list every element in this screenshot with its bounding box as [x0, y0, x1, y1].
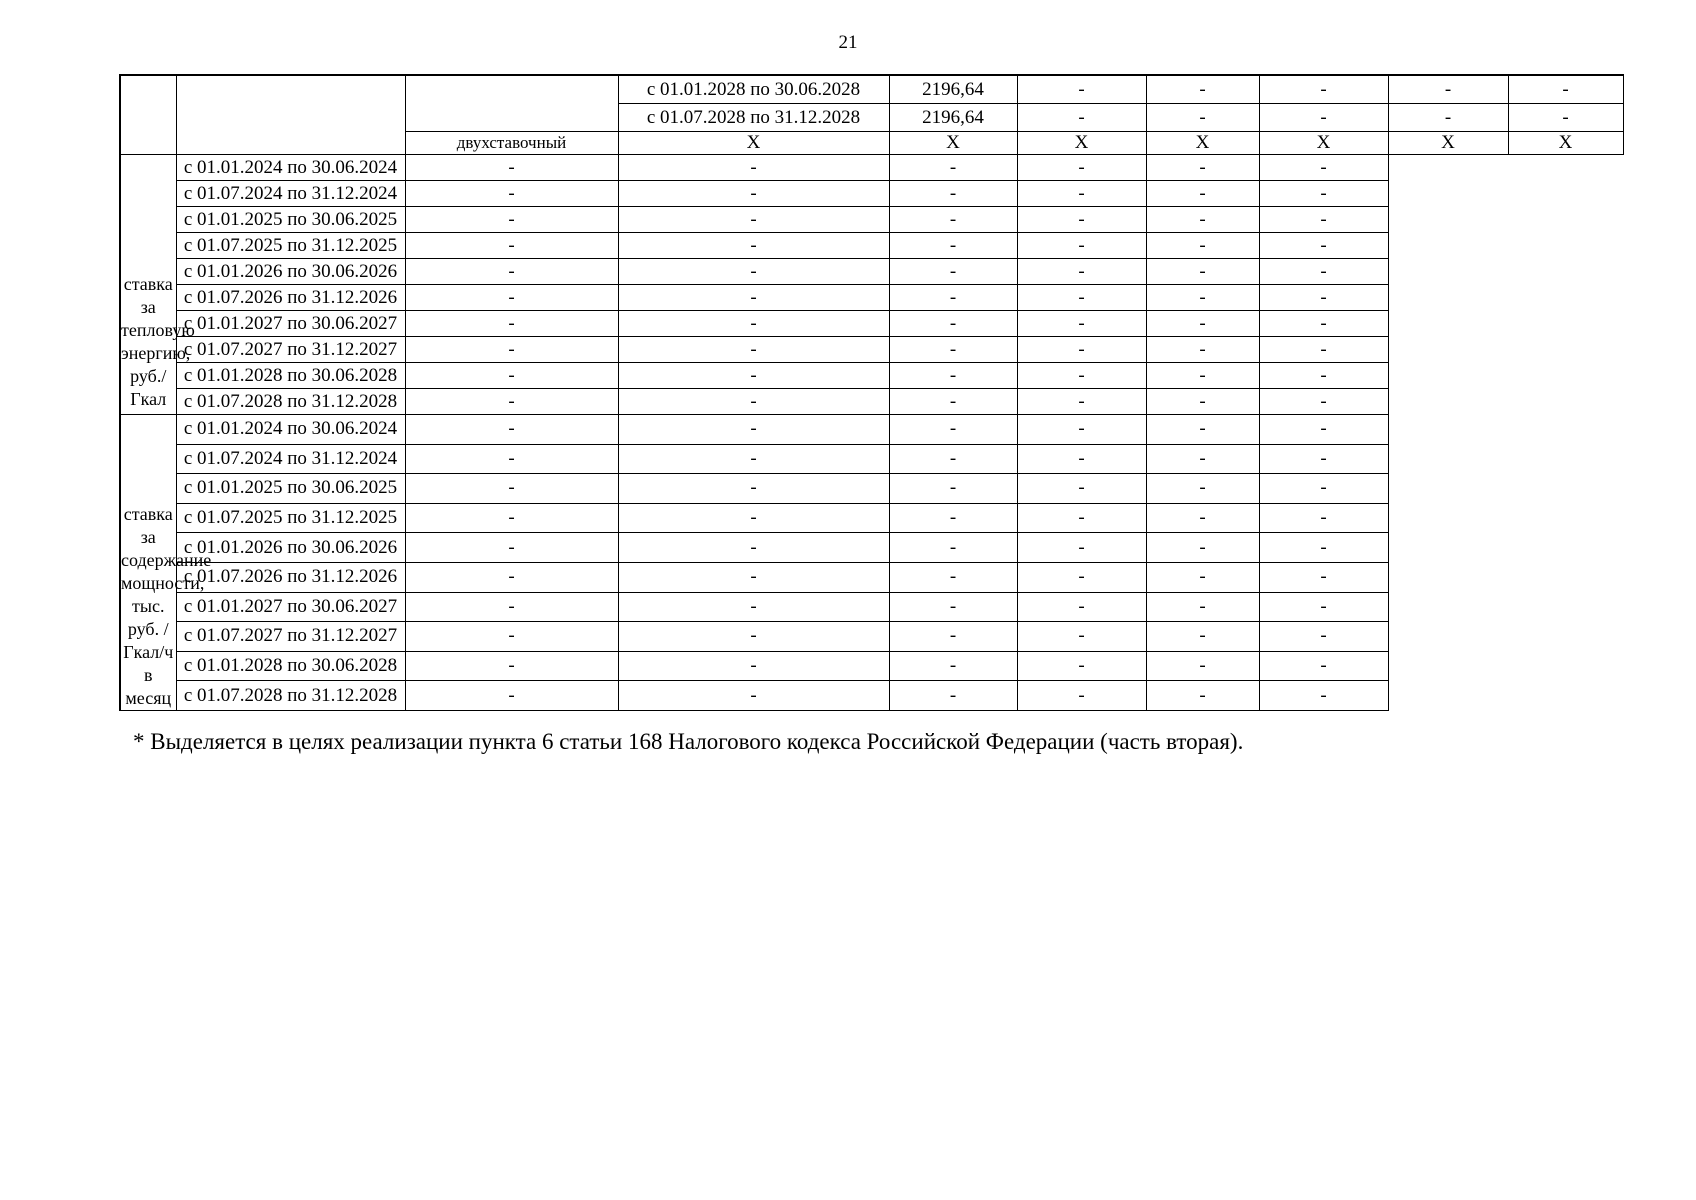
- table-row: [120, 259, 1623, 285]
- value-cell: -: [1146, 311, 1259, 337]
- value-cell: -: [1017, 389, 1146, 415]
- value-cell: -: [889, 415, 1017, 445]
- value-cell: -: [889, 181, 1017, 207]
- value-cell: -: [1017, 75, 1146, 104]
- value-cell: -: [1508, 75, 1623, 104]
- value-cell: -: [405, 503, 618, 533]
- value-cell: -: [1146, 562, 1259, 592]
- period-cell: с 01.07.2025 по 31.12.2025: [176, 233, 405, 259]
- value-cell: -: [1259, 363, 1388, 389]
- value-cell: -: [1259, 562, 1388, 592]
- value-cell: -: [618, 592, 889, 622]
- value-cell: -: [1388, 75, 1508, 104]
- table-row: [120, 233, 1623, 259]
- period-cell: с 01.07.2024 по 31.12.2024: [176, 444, 405, 474]
- value-cell: -: [1146, 389, 1259, 415]
- value-cell: -: [1146, 363, 1259, 389]
- x-cell: X: [1146, 132, 1259, 155]
- table-row: [120, 285, 1623, 311]
- value-cell: -: [1017, 562, 1146, 592]
- value-cell: -: [405, 389, 618, 415]
- value-cell: -: [1017, 155, 1146, 181]
- value-cell: -: [1259, 285, 1388, 311]
- value-cell: -: [889, 622, 1017, 652]
- value-cell: -: [889, 337, 1017, 363]
- value-cell: -: [889, 155, 1017, 181]
- table-row: [120, 681, 1623, 711]
- value-cell: -: [405, 363, 618, 389]
- x-cell: X: [1259, 132, 1388, 155]
- value-cell: -: [1017, 415, 1146, 445]
- period-cell: с 01.01.2026 по 30.06.2026: [176, 259, 405, 285]
- page-number: 21: [838, 32, 858, 53]
- value-cell: -: [1017, 337, 1146, 363]
- value-cell: -: [889, 503, 1017, 533]
- value-cell: -: [1388, 104, 1508, 132]
- value-cell: -: [405, 233, 618, 259]
- energy-rate-section: [120, 155, 1623, 415]
- value-cell: -: [889, 259, 1017, 285]
- value-cell: -: [405, 415, 618, 445]
- value-cell: 2196,64: [889, 104, 1017, 132]
- period-cell: с 01.01.2024 по 30.06.2024: [176, 155, 405, 181]
- table-row: [120, 592, 1623, 622]
- value-cell: -: [1017, 592, 1146, 622]
- table-row: [120, 337, 1623, 363]
- value-cell: -: [405, 651, 618, 681]
- consumer-group-cell: [176, 75, 405, 155]
- table-row: [120, 474, 1623, 504]
- value-cell: -: [618, 207, 889, 233]
- value-cell: -: [1017, 311, 1146, 337]
- value-cell: -: [889, 444, 1017, 474]
- value-cell: -: [889, 285, 1017, 311]
- value-cell: -: [1017, 233, 1146, 259]
- value-cell: -: [1259, 533, 1388, 563]
- value-cell: -: [1017, 207, 1146, 233]
- value-cell: -: [405, 592, 618, 622]
- value-cell: -: [405, 155, 618, 181]
- x-cell: X: [1508, 132, 1623, 155]
- value-cell: -: [1017, 104, 1146, 132]
- period-cell: с 01.01.2028 по 30.06.2028: [176, 363, 405, 389]
- table-row: [120, 533, 1623, 563]
- period-cell: с 01.07.2028 по 31.12.2028: [618, 104, 889, 132]
- value-cell: -: [889, 533, 1017, 563]
- value-cell: -: [1259, 207, 1388, 233]
- value-cell: -: [1259, 415, 1388, 445]
- rate-type-cell: [405, 75, 618, 132]
- value-cell: -: [618, 155, 889, 181]
- value-cell: -: [405, 207, 618, 233]
- table-row: [120, 651, 1623, 681]
- value-cell: -: [1017, 444, 1146, 474]
- period-cell: с 01.07.2026 по 31.12.2026: [176, 285, 405, 311]
- value-cell: -: [1017, 285, 1146, 311]
- power-rate-label: ставка за содержание мощности, тыс. руб. /Гкал/ч в месяц: [120, 415, 176, 711]
- period-cell: с 01.01.2025 по 30.06.2025: [176, 474, 405, 504]
- value-cell: -: [1017, 259, 1146, 285]
- value-cell: -: [1146, 533, 1259, 563]
- value-cell: -: [1259, 104, 1388, 132]
- value-cell: 2196,64: [889, 75, 1017, 104]
- value-cell: -: [1259, 444, 1388, 474]
- value-cell: -: [405, 474, 618, 504]
- value-cell: -: [889, 592, 1017, 622]
- value-cell: -: [405, 681, 618, 711]
- value-cell: -: [1146, 444, 1259, 474]
- value-cell: -: [1259, 681, 1388, 711]
- period-cell: с 01.07.2024 по 31.12.2024: [176, 181, 405, 207]
- value-cell: -: [405, 311, 618, 337]
- period-cell: с 01.01.2027 по 30.06.2027: [176, 311, 405, 337]
- value-cell: -: [618, 681, 889, 711]
- value-cell: -: [1508, 104, 1623, 132]
- value-cell: -: [1259, 75, 1388, 104]
- value-cell: -: [1146, 104, 1259, 132]
- value-cell: -: [618, 233, 889, 259]
- value-cell: -: [1259, 622, 1388, 652]
- value-cell: -: [618, 259, 889, 285]
- value-cell: -: [405, 444, 618, 474]
- two-part-label: двухставочный: [405, 132, 618, 155]
- value-cell: -: [1146, 592, 1259, 622]
- table-row: [120, 444, 1623, 474]
- x-cell: X: [1017, 132, 1146, 155]
- table-row: [120, 389, 1623, 415]
- value-cell: -: [889, 389, 1017, 415]
- x-cell: X: [1388, 132, 1508, 155]
- value-cell: -: [1017, 533, 1146, 563]
- value-cell: -: [889, 651, 1017, 681]
- value-cell: -: [889, 233, 1017, 259]
- value-cell: -: [1017, 503, 1146, 533]
- value-cell: -: [1146, 155, 1259, 181]
- value-cell: -: [618, 311, 889, 337]
- value-cell: -: [889, 681, 1017, 711]
- value-cell: -: [405, 285, 618, 311]
- value-cell: -: [889, 207, 1017, 233]
- value-cell: -: [618, 533, 889, 563]
- value-cell: -: [1146, 681, 1259, 711]
- period-cell: с 01.07.2027 по 31.12.2027: [176, 622, 405, 652]
- value-cell: -: [1017, 651, 1146, 681]
- value-cell: -: [1146, 622, 1259, 652]
- value-cell: -: [1146, 415, 1259, 445]
- value-cell: -: [1146, 233, 1259, 259]
- row-number-cell: [120, 75, 176, 155]
- tariff-table: [119, 74, 1624, 711]
- value-cell: -: [405, 181, 618, 207]
- value-cell: -: [618, 474, 889, 504]
- table-row: [120, 363, 1623, 389]
- table-row: [120, 311, 1623, 337]
- value-cell: -: [405, 337, 618, 363]
- value-cell: -: [889, 562, 1017, 592]
- period-cell: с 01.07.2025 по 31.12.2025: [176, 503, 405, 533]
- value-cell: -: [1259, 474, 1388, 504]
- tariff-table-body: [120, 75, 1623, 155]
- value-cell: -: [1259, 389, 1388, 415]
- value-cell: -: [1146, 75, 1259, 104]
- period-cell: с 01.01.2025 по 30.06.2025: [176, 207, 405, 233]
- value-cell: -: [1259, 259, 1388, 285]
- table-row: [120, 503, 1623, 533]
- value-cell: -: [1146, 285, 1259, 311]
- table-row: [120, 562, 1623, 592]
- value-cell: -: [1017, 622, 1146, 652]
- value-cell: -: [618, 622, 889, 652]
- value-cell: -: [405, 622, 618, 652]
- period-cell: с 01.01.2027 по 30.06.2027: [176, 592, 405, 622]
- value-cell: -: [889, 363, 1017, 389]
- value-cell: -: [1146, 181, 1259, 207]
- table-row: [120, 181, 1623, 207]
- table-row: [120, 622, 1623, 652]
- x-cell: X: [889, 132, 1017, 155]
- value-cell: -: [1259, 337, 1388, 363]
- value-cell: -: [618, 562, 889, 592]
- value-cell: -: [618, 503, 889, 533]
- table-row: [120, 75, 1623, 104]
- period-cell: с 01.01.2024 по 30.06.2024: [176, 415, 405, 445]
- period-cell: с 01.01.2026 по 30.06.2026: [176, 533, 405, 563]
- period-cell: с 01.01.2028 по 30.06.2028: [618, 75, 889, 104]
- table-row: [120, 155, 1623, 181]
- energy-rate-label: ставка за тепловую энергию, руб./Гкал: [120, 155, 176, 415]
- value-cell: -: [618, 389, 889, 415]
- value-cell: -: [1259, 181, 1388, 207]
- period-cell: с 01.07.2026 по 31.12.2026: [176, 562, 405, 592]
- value-cell: -: [618, 415, 889, 445]
- value-cell: -: [1259, 155, 1388, 181]
- value-cell: -: [1017, 681, 1146, 711]
- value-cell: -: [405, 533, 618, 563]
- power-rate-section: [120, 415, 1623, 711]
- footnote: * Выделяется в целях реализации пункта 6 статьи 168 Налогового кодекса Российской Федерации (часть вторая).: [133, 729, 1244, 754]
- value-cell: -: [1259, 592, 1388, 622]
- value-cell: -: [1146, 259, 1259, 285]
- value-cell: -: [618, 181, 889, 207]
- table-row: [120, 207, 1623, 233]
- value-cell: -: [618, 285, 889, 311]
- value-cell: -: [1146, 474, 1259, 504]
- value-cell: -: [1146, 207, 1259, 233]
- value-cell: -: [1259, 233, 1388, 259]
- period-cell: с 01.01.2028 по 30.06.2028: [176, 651, 405, 681]
- value-cell: -: [889, 311, 1017, 337]
- value-cell: -: [1146, 503, 1259, 533]
- period-cell: с 01.07.2027 по 31.12.2027: [176, 337, 405, 363]
- value-cell: -: [1259, 651, 1388, 681]
- period-cell: с 01.07.2028 по 31.12.2028: [176, 389, 405, 415]
- value-cell: -: [889, 474, 1017, 504]
- x-cell: X: [618, 132, 889, 155]
- value-cell: -: [405, 562, 618, 592]
- value-cell: -: [1259, 503, 1388, 533]
- value-cell: -: [618, 444, 889, 474]
- value-cell: -: [1017, 363, 1146, 389]
- value-cell: -: [1146, 651, 1259, 681]
- value-cell: -: [1146, 337, 1259, 363]
- value-cell: -: [618, 651, 889, 681]
- value-cell: -: [1017, 474, 1146, 504]
- table-row: [120, 415, 1623, 445]
- value-cell: -: [405, 259, 618, 285]
- period-cell: с 01.07.2028 по 31.12.2028: [176, 681, 405, 711]
- value-cell: -: [618, 337, 889, 363]
- value-cell: -: [618, 363, 889, 389]
- value-cell: -: [1017, 181, 1146, 207]
- value-cell: -: [1259, 311, 1388, 337]
